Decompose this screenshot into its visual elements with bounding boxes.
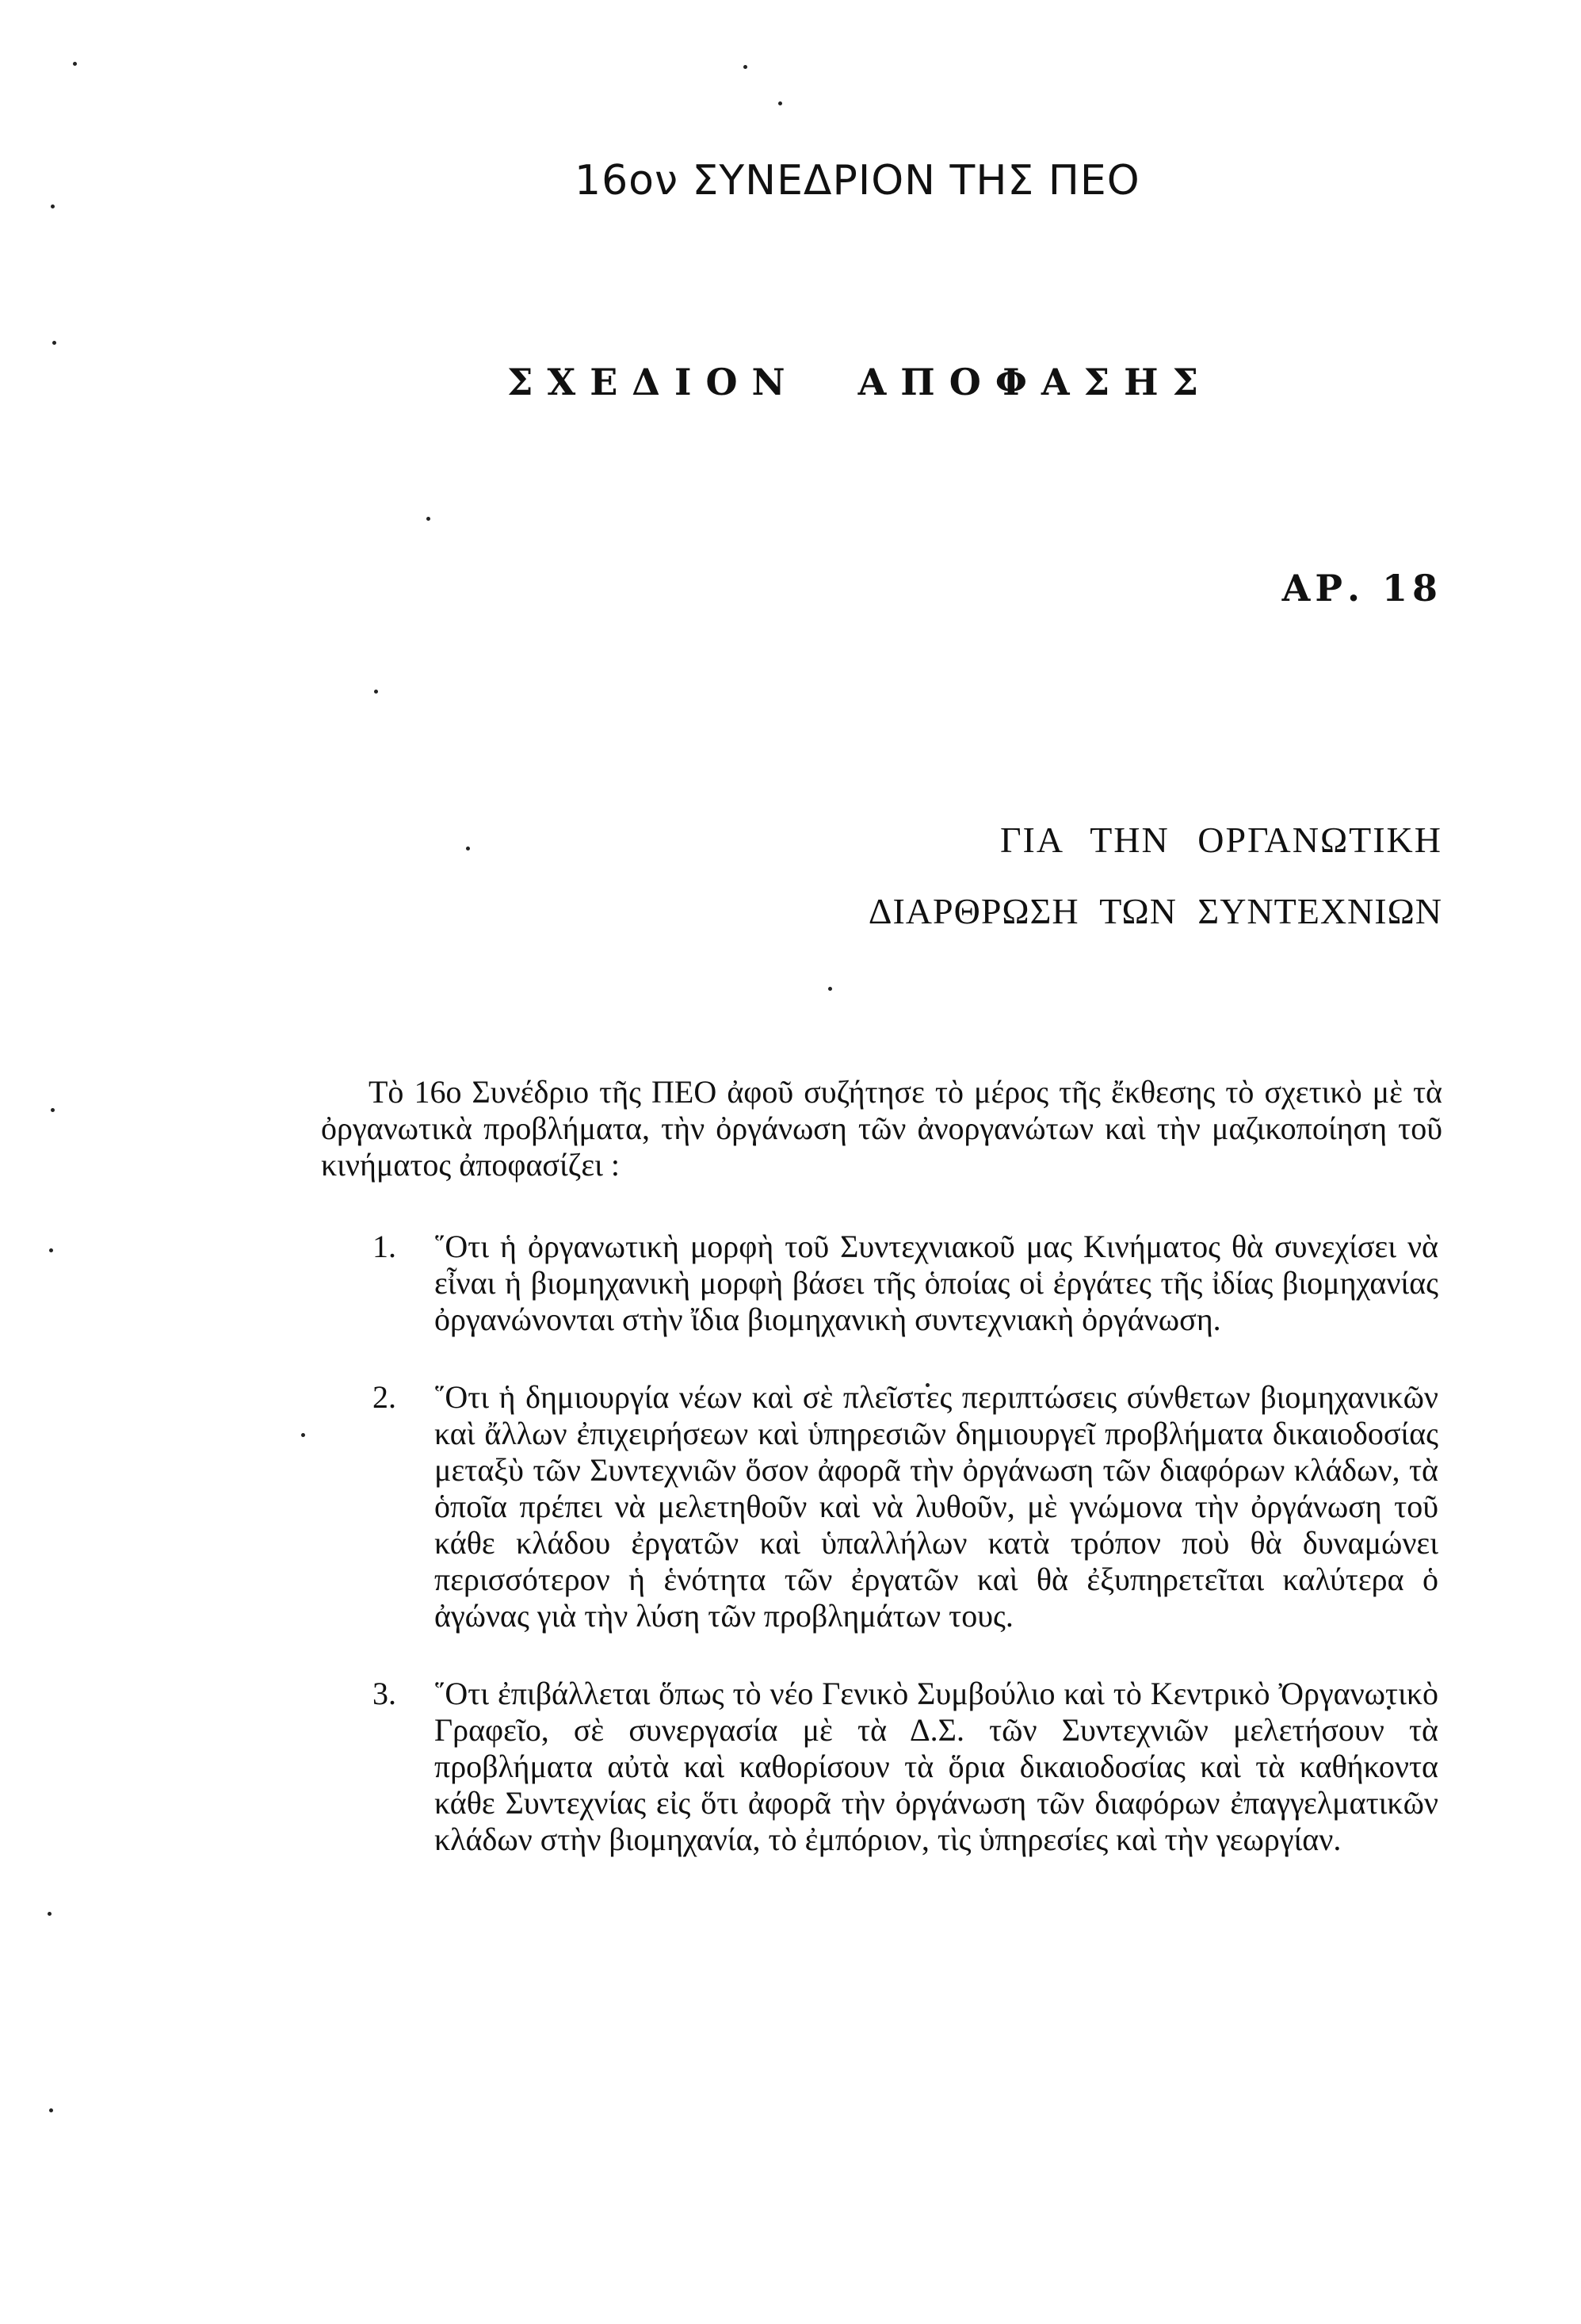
item-number: 2. bbox=[372, 1379, 396, 1415]
scan-speck bbox=[828, 987, 832, 991]
scan-speck bbox=[51, 1108, 55, 1112]
scan-speck bbox=[49, 1248, 53, 1252]
subject-line-1: ΓΙΑ ΤΗΝ ΟΡΓΑΝΩΤΙΚΗ bbox=[999, 820, 1442, 860]
resolution-item bbox=[372, 1379, 1438, 1634]
item-number: 3. bbox=[372, 1676, 396, 1711]
intro-paragraph: Τὸ 16ο Συνέδριο τῆς ΠΕΟ ἀφοῦ συζήτησε τὸ μέρος τῆς ἔκθεσης τὸ σχετικὸ μὲ τὰ ὀργανωτικὰ προβλήματα, τὴν ὀργάνωση τῶν ἀνοργανώτων καὶ τὴν μαζικοποίηση τοῦ κινήματος ἀποφασίζει : bbox=[321, 1074, 1442, 1183]
item-text: ῞Οτι ἡ δημιουργία νέων καὶ σὲ πλεῖστες περιπτώσεις σύνθετων βιομηχανικῶν καὶ ἄλλων ἐπιχειρήσεων καὶ ὑπηρεσιῶν δημιουργεῖ προβλήματα δικαιοδοσίας μεταξὺ τῶν Συντεχνιῶν ὅσον ἀφορᾶ τὴν ὀργάνωση τῶν διαφόρων κλάδων, τὰ ὁποῖα πρέπει νὰ μελετηθοῦν καὶ νὰ λυθοῦν, μὲ γνώμονα τὴν ὀργάνωση τοῦ κάθε κλάδου ἐργατῶν καὶ ὑπαλλήλων κατὰ τρόπον ποὺ θὰ δυναμώνει περισσότερον ἡ ἑνότητα τῶν ἐργατῶν καὶ θὰ ἐξυπηρετεῖται καλύτερα ὁ ἀγώνας γιὰ τὴν λύση τῶν προβλημάτων τους. bbox=[434, 1379, 1438, 1634]
congress-title: 16ον ΣΥΝΕΔΡΙΟΝ ΤΗΣ ΠΕΟ bbox=[575, 157, 1140, 204]
item-text: ῞Οτι ἐπιβάλλεται ὅπως τὸ νέο Γενικὸ Συμβούλιο καὶ τὸ Κεντρικὸ Ὀργανωτικὸ Γραφεῖο, σὲ συνεργασία μὲ τὰ Δ.Σ. τῶν Συντεχνιῶν μελετήσουν τὰ προβλήματα αὐτὰ καὶ καθορίσουν τὰ ὅρια δικαιοδοσίας καὶ τὰ καθήκοντα κάθε Συντεχνίας εἰς ὅτι ἀφορᾶ τὴν ὀργάνωση τῶν διαφόρων ἐπαγγελματικῶν κλάδων στὴν βιομηχανία, τὸ ἐμπόριον, τὶς ὑπηρεσίες καὶ τὴν γεωργίαν. bbox=[434, 1676, 1438, 1857]
scan-speck bbox=[426, 517, 430, 521]
resolution-subject bbox=[869, 805, 1442, 947]
resolution-number: ΑΡ. 18 bbox=[1281, 567, 1442, 610]
subject-line-2: ΔΙΑΡΘΡΩΣΗ ΤΩΝ ΣΥΝΤΕΧΝΙΩΝ bbox=[868, 891, 1442, 931]
resolution-items-list bbox=[372, 1229, 1438, 1899]
scan-speck bbox=[374, 690, 378, 694]
scan-speck bbox=[743, 65, 747, 69]
scan-speck bbox=[49, 2108, 53, 2112]
scan-speck bbox=[778, 101, 782, 105]
document-type-heading: ΣΧΕΔΙΟΝ ΑΠΟΦΑΣΗΣ bbox=[507, 361, 1213, 403]
resolution-item bbox=[372, 1229, 1438, 1338]
item-number: 1. bbox=[372, 1229, 396, 1264]
scan-speck bbox=[466, 847, 470, 850]
scan-speck bbox=[73, 62, 77, 66]
resolution-item bbox=[372, 1676, 1438, 1858]
scan-speck bbox=[301, 1433, 305, 1437]
scan-speck bbox=[52, 341, 56, 345]
scan-speck bbox=[48, 1912, 52, 1916]
item-text: ῞Οτι ἡ ὀργανωτικὴ μορφὴ τοῦ Συντεχνιακοῦ μας Κινήματος θὰ συνεχίσει νὰ εἶναι ἡ βιομηχανικὴ μορφὴ βάσει τῆς ὁποίας οἱ ἐργάτες τῆς ἰδίας βιομηχανίας ὀργανώνονται στὴν ἴδια βιομηχανικὴ συντεχνιακὴ ὀργάνωση. bbox=[434, 1229, 1438, 1337]
scan-speck bbox=[51, 204, 55, 208]
